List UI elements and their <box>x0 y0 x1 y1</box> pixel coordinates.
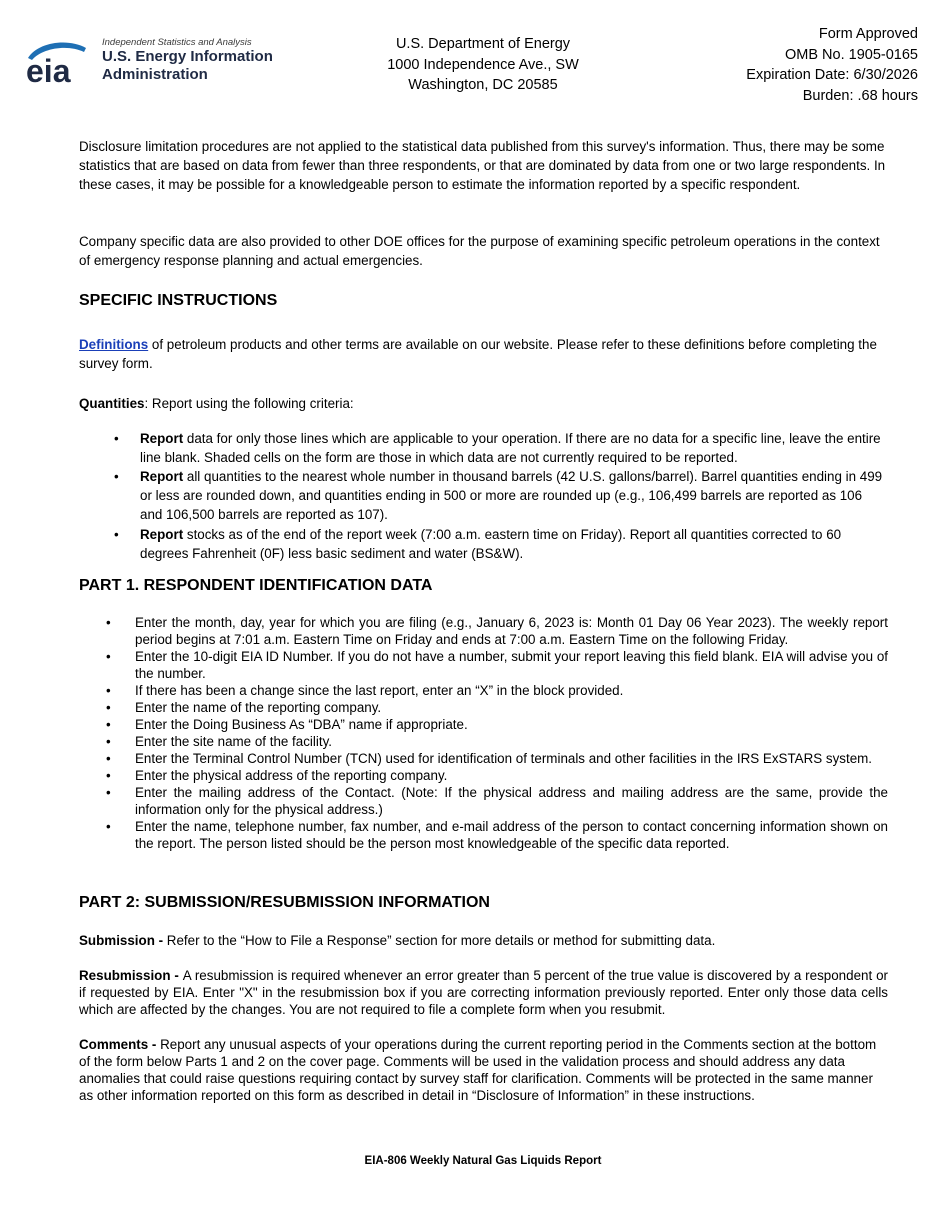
address-line-3: Washington, DC 20585 <box>408 77 558 93</box>
part1-list <box>79 614 888 852</box>
list-item: • Enter the Terminal Control Number (TCN) used for identification of terminals and other facilities in the IRS ExSTARS system. <box>106 751 873 766</box>
list-item: • Enter the name, telephone number, fax number, and e-mail address of the person to contact concerning information shown on the report. The person listed should be the person most knowledgeable of the specific data reported. <box>106 819 888 851</box>
bullet-icon: • <box>106 751 111 766</box>
submission-text: Refer to the “How to File a Response” section for more details or method for submitting data. <box>166 933 716 948</box>
approval-line-4: Burden: .68 hours <box>802 87 918 104</box>
department-address <box>340 34 626 96</box>
quantities-paragraph <box>79 394 888 413</box>
address-line-1: U.S. Department of Energy <box>395 36 571 52</box>
submission-label: Submission - <box>79 933 167 948</box>
bullet-icon: • <box>106 683 111 698</box>
list-item: • Enter the site name of the facility. <box>106 734 332 749</box>
definitions-link[interactable]: Definitions <box>79 337 149 352</box>
bullet-icon: • <box>106 615 111 630</box>
list-item: • Enter the Doing Business As “DBA” name if appropriate. <box>106 717 468 732</box>
specific-instructions-heading: SPECIFIC INSTRUCTIONS <box>79 292 278 309</box>
list-item: • If there has been a change since the last report, enter an “X” in the block provided. <box>106 683 624 698</box>
part2-heading: PART 2: SUBMISSION/RESUBMISSION INFORMATION <box>79 894 490 911</box>
address-line-2: 1000 Independence Ave., SW <box>387 56 579 73</box>
disclosure-paragraph-2: Company specific data are also provided to other DOE offices for the purpose of examining specific petroleum operations in the context of emergency response planning and actual emergencies. <box>79 234 880 268</box>
svg-text:eia: eia <box>26 53 71 86</box>
logo-tagline: Independent Statistics and Analysis <box>102 37 252 48</box>
logo-name-line1: U.S. Energy Information <box>102 48 273 65</box>
bullet-icon: • <box>114 431 119 446</box>
approval-line-1: Form Approved <box>818 26 918 42</box>
bullet-icon: • <box>106 768 111 783</box>
list-item: • Report all quantities to the nearest whole number in thousand barrels (42 U.S. gallons/barrel). Barrel quantities ending in 499 or less are rounded down, and quantities ending in 500 or more are rounded up (e.g., 106,499 barrels are reported as 106 and 106,500 barrels are reported as 107). <box>114 469 883 522</box>
list-item: • Enter the physical address of the reporting company. <box>106 768 448 783</box>
disclosure-paragraph-1: Disclosure limitation procedures are not applied to the statistical data published from this survey's information. Thus, there may be some statistics that are based on data from fewer than three respondents, or that are dominated by data from one or two large respondents. In these cases, it may be possible for a knowledgeable person to estimate the information reported by a specific respondent. <box>79 139 886 192</box>
list-item: • Enter the name of the reporting company. <box>106 700 382 715</box>
approval-line-2: OMB No. 1905-0165 <box>785 46 918 63</box>
disclosure-section-2 <box>79 232 888 270</box>
resubmission-label: Resubmission - <box>79 968 183 983</box>
resubmission-text: A resubmission is required whenever an error greater than 5 percent of the true value is discovered by a respondent or if requested by EIA. Enter "X" in the resubmission box if you are correcting information previously reported. Enter only those data cells which are affected by the changes. You are not required to file a complete form when you resubmit. <box>79 968 888 1017</box>
list-item: • Report data for only those lines which are applicable to your operation. If there are no data for a specific line, leave the entire line blank. Shaded cells on the form are those in which data are not currently required to be reported. <box>114 431 881 465</box>
bullet-icon: • <box>106 819 111 834</box>
bullet-icon: • <box>106 700 111 715</box>
definitions-text: of petroleum products and other terms are available on our website. Please refer to these definitions before completing the survey form. <box>79 337 877 371</box>
bullet-icon: • <box>106 649 111 664</box>
list-item: • Enter the mailing address of the Contact. (Note: If the physical address and mailing address are the same, provide the information only for the physical address.) <box>106 785 888 817</box>
comments-label: Comments - <box>79 1037 161 1052</box>
definitions-paragraph <box>79 335 888 373</box>
eia-logo <box>24 36 294 86</box>
bullet-icon: • <box>114 469 119 484</box>
logo-name-line2: Administration <box>102 66 208 83</box>
submission-paragraph <box>79 932 888 949</box>
quantities-label: Quantities <box>79 396 145 411</box>
page-footer-title: EIA-806 Weekly Natural Gas Liquids Report <box>364 1155 602 1167</box>
part1-heading: PART 1. RESPONDENT IDENTIFICATION DATA <box>79 577 433 594</box>
disclosure-section <box>79 137 888 194</box>
approval-line-3: Expiration Date: 6/30/2026 <box>746 67 918 83</box>
bullet-icon: • <box>106 734 111 749</box>
bullet-icon: • <box>106 717 111 732</box>
comments-text: Report any unusual aspects of your operations during the current reporting period in the Comments section at the bottom of the form below Parts 1 and 2 on the cover page. Comments will be used in the validation process and should address any data anomalies that could raise questions requiring contact by survey staff for clarification. Comments will be protected in the same manner as other information reported on this form as described in detail in “Disclosure of Information” in these instructions. <box>79 1037 877 1103</box>
list-item: • Enter the 10-digit EIA ID Number. If you do not have a number, submit your report leaving this field blank. EIA will advise you of the number. <box>106 649 888 681</box>
criteria-list <box>79 429 888 563</box>
bullet-icon: • <box>114 527 119 542</box>
form-approval-block <box>746 24 918 106</box>
list-item: • Enter the month, day, year for which you are filing (e.g., January 6, 2023 is: Month 01 Day 06 Year 2023). The weekly report period begins at 7:01 a.m. Eastern Time on Friday and ends at 7:00 a.m. Eastern Time on the following Friday. <box>106 615 888 647</box>
resubmission-paragraph <box>79 967 888 1018</box>
bullet-icon: • <box>106 785 111 800</box>
list-item: • Report stocks as of the end of the report week (7:00 a.m. eastern time on Friday). Report all quantities corrected to 60 degrees Fahrenheit (0F) less basic sediment and water (BS&W). <box>114 527 842 561</box>
eia-logo-mark <box>24 36 96 86</box>
quantities-text: : Report using the following criteria: <box>144 396 354 411</box>
comments-paragraph <box>79 1036 888 1104</box>
